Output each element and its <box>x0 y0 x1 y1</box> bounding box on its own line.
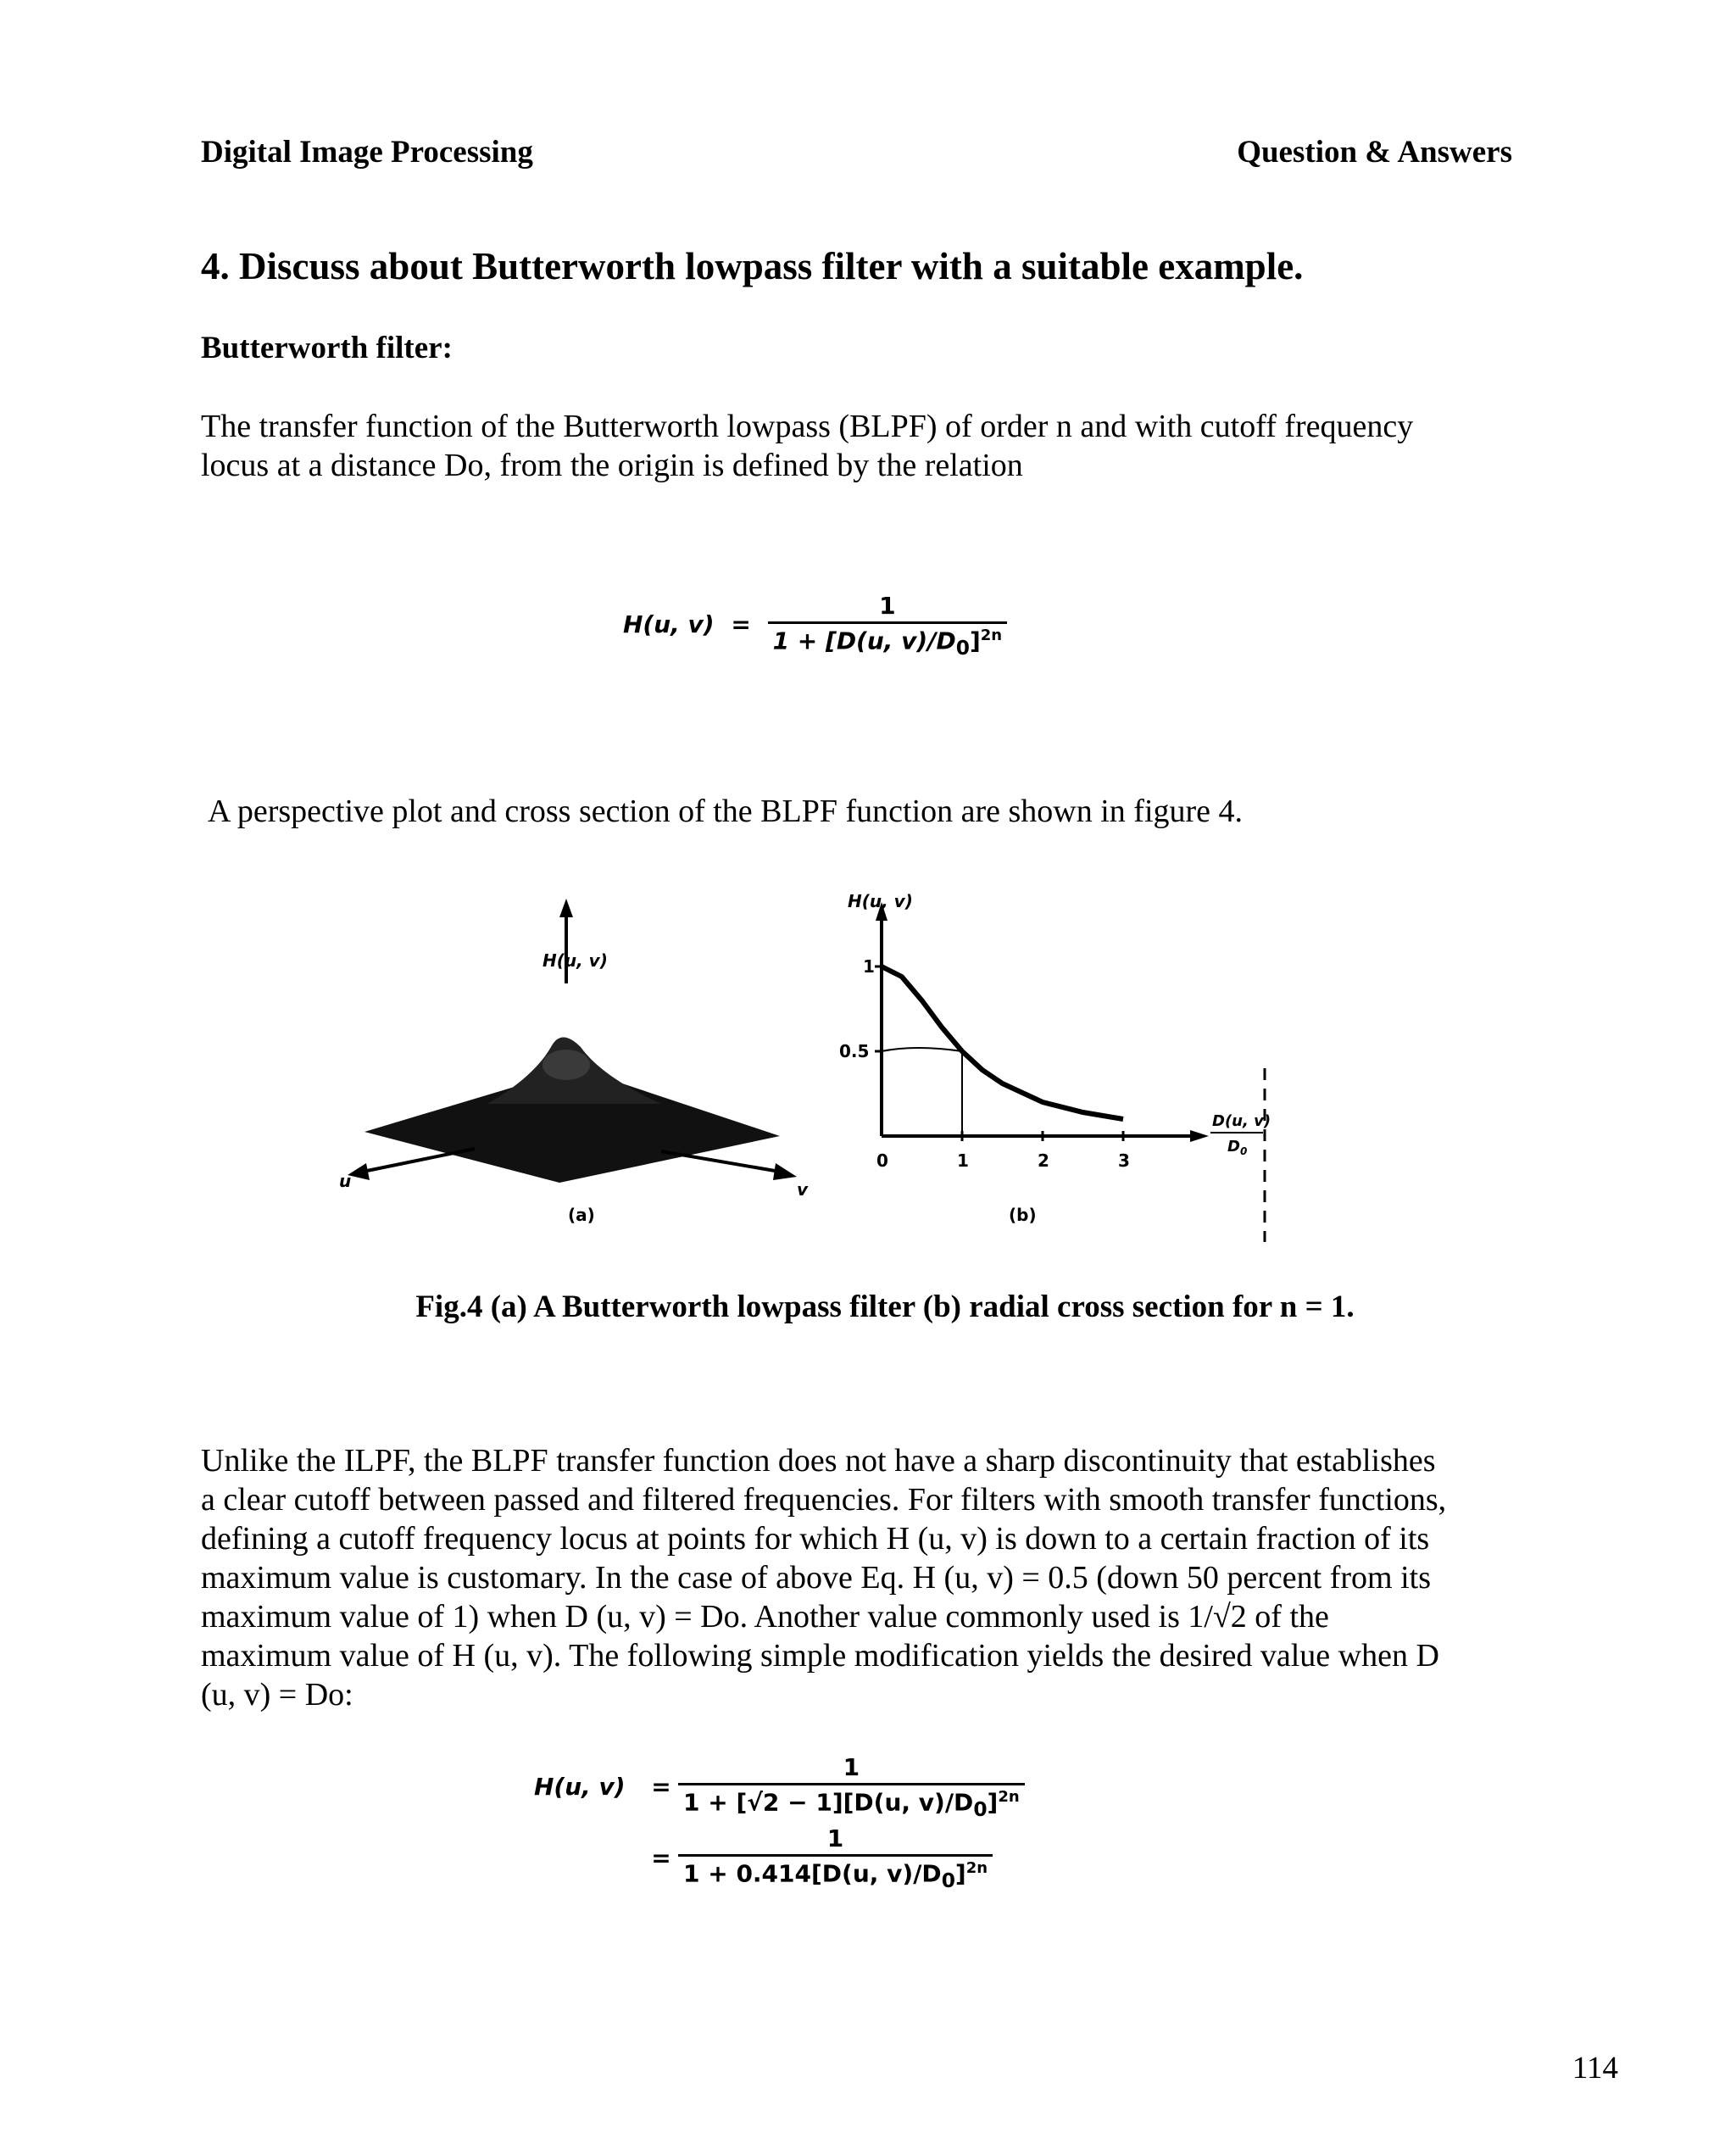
eq2-denominator-1: 1 + [√2 − 1][D(u, $v)/D_0]^{2n}$ <box>678 1783 1025 1821</box>
figure-4 <box>339 865 1288 1255</box>
eq2-equals-1: = <box>651 1773 671 1802</box>
fig-b-panel-label: (b) <box>1009 1205 1037 1225</box>
figure-caption: Fig.4 (a) A Butterworth lowpass filter (b) radial cross section for n = 1. <box>415 1289 1355 1324</box>
u-axis <box>363 1149 475 1172</box>
eq2-fraction-1 <box>678 1753 1025 1821</box>
eq2-equals-2: = <box>651 1844 671 1873</box>
eq2-row-1 <box>534 1753 1025 1821</box>
x-tick-label: 0 <box>876 1150 888 1171</box>
paragraph-3-line: Unlike the ILPF, the BLPF transfer function does not have a sharp discontinuity that establishes <box>201 1443 1436 1479</box>
v-axis-arrow <box>773 1163 797 1180</box>
eq1-numerator: 1 <box>879 592 896 620</box>
paragraph-3-line: maximum value is customary. In the case of above Eq. H (u, v) = 0.5 (down 50 percent from its <box>201 1560 1431 1596</box>
paragraph-1 <box>201 407 1413 485</box>
x-tick-label: 1 <box>957 1150 969 1171</box>
fig-a-zlabel: H(u, v) <box>542 950 608 971</box>
y-tick-label: 1 <box>863 956 875 977</box>
eq1-lhs: H(u, v) <box>623 610 715 638</box>
eq2-lhs: H(u, v) <box>534 1773 626 1802</box>
x-tick-label: 3 <box>1118 1150 1130 1171</box>
paragraph-2: A perspective plot and cross section of the BLPF function are shown in figure 4. <box>208 794 1244 829</box>
eq1-fraction <box>768 592 1008 660</box>
fig-a-panel-label: (a) <box>568 1205 595 1225</box>
eq2-row-2 <box>534 1824 1025 1892</box>
paragraph-1-line: locus at a distance Do, from the origin is defined by the relation <box>201 448 1023 483</box>
fig-b-ylabel: H(u, v) <box>848 891 913 911</box>
eq1-denominator: 1 + [D(u, $v)/D_0]^{2n}$ <box>768 621 1008 660</box>
y-tick-label: 0.5 <box>839 1041 870 1061</box>
eq2-denominator-2: 1 + 0.414[D(u, $v)/D_0]^{2n}$ <box>678 1854 993 1892</box>
eq1-equals: = <box>731 610 751 638</box>
fig-b-xlabel-num: D(u, v) <box>1212 1112 1271 1130</box>
z-axis-arrow <box>559 899 573 917</box>
paragraph-3-line: defining a cutoff frequency locus at points for which H (u, v) is down to a certain fraction of its <box>201 1521 1430 1557</box>
paragraph-3-line: maximum value of 1) when D (u, v) = Do. Another value commonly used is 1/√2 of the <box>201 1599 1329 1635</box>
header-left: Digital Image Processing <box>201 135 533 170</box>
fig-b-xlabel-den: $D_0$ <box>1227 1138 1248 1157</box>
eq2-numerator-2: 1 <box>826 1824 844 1852</box>
half-power-guide <box>882 1048 962 1136</box>
equation-2 <box>534 1753 1025 1896</box>
eq2-numerator-1: 1 <box>843 1753 860 1781</box>
paragraph-1-line: The transfer function of the Butterworth lowpass (BLPF) of order n and with cutoff frequency <box>201 409 1414 444</box>
paragraph-3-line: maximum value of H (u, v). The following simple modification yields the desired value when D <box>201 1638 1439 1674</box>
equation-1 <box>623 592 1007 660</box>
panel-a-perspective-plot <box>339 899 809 1225</box>
chart-x-axis-arrow <box>1190 1130 1209 1142</box>
paragraph-3 <box>201 1441 1446 1714</box>
fig-a-ylabel: v <box>797 1179 809 1200</box>
chart-series-line <box>882 966 1123 1119</box>
panel-b-cross-section <box>839 891 1271 1242</box>
fig-a-xlabel: u <box>339 1171 352 1191</box>
header-right: Question & Answers <box>1237 135 1512 170</box>
paragraph-3-line: (u, v) = Do: <box>201 1677 353 1713</box>
section-heading: Butterworth filter: <box>201 331 453 365</box>
v-axis <box>661 1151 780 1172</box>
paragraph-3-line: a clear cutoff between passed and filtered frequencies. For filters with smooth transfer functions, <box>201 1482 1447 1518</box>
eq2-fraction-2 <box>678 1824 993 1892</box>
question-title: 4. Discuss about Butterworth lowpass filter with a suitable example. <box>201 245 1304 287</box>
page-number: 114 <box>1572 2051 1618 2086</box>
x-tick-label: 2 <box>1038 1150 1049 1171</box>
